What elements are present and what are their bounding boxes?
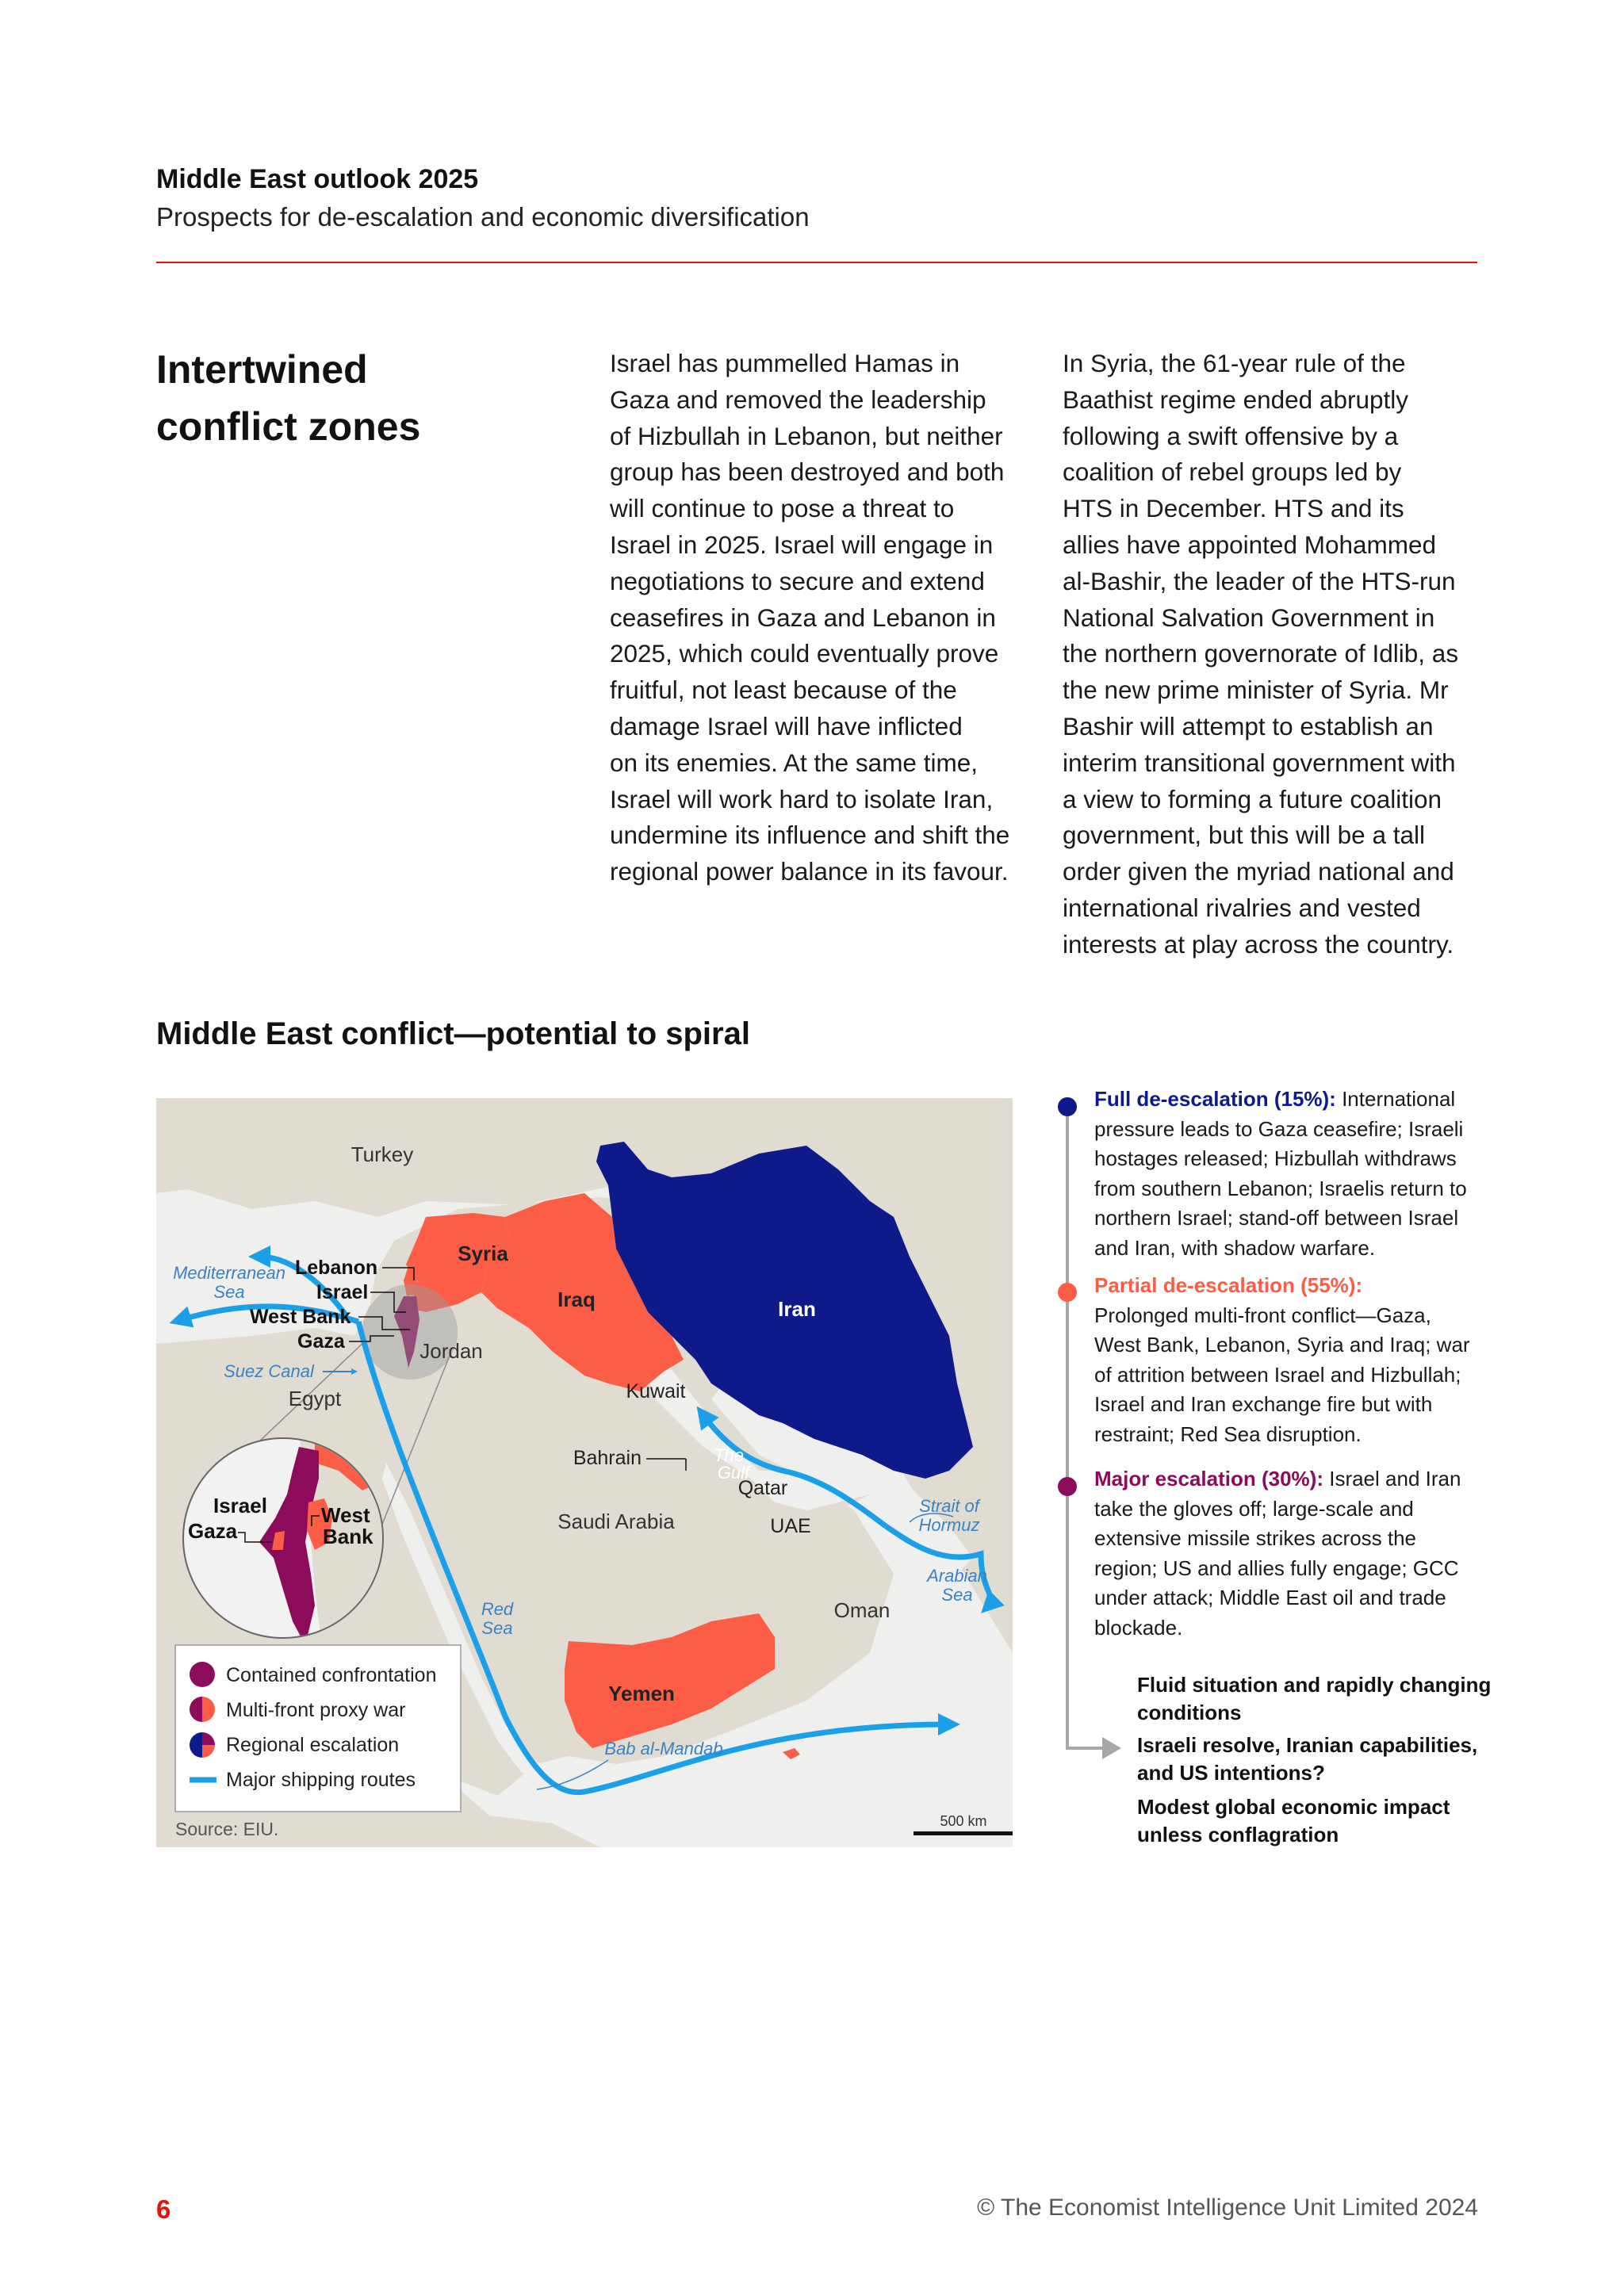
col2-line: In Syria, the 61-year rule of the [1063, 349, 1406, 377]
scale-bar [914, 1831, 1013, 1835]
col1-line: negotiations to secure and extend [610, 566, 985, 595]
timeline-elbow [1066, 1747, 1104, 1750]
map-source: Source: EIU. [175, 1819, 279, 1839]
scenario-timeline [1066, 1106, 1069, 1748]
col1-line: will continue to pose a threat to [610, 494, 955, 523]
note-fluid-situation: Fluid situation and rapidly changing conditions [1137, 1673, 1492, 1724]
col1-line: of Hizbullah in Lebanon, but neither [610, 421, 1003, 450]
label-mediterranean-2: Sea [213, 1282, 245, 1302]
label-yemen: Yemen [608, 1682, 675, 1705]
inset-label-israel: Israel [213, 1494, 267, 1517]
focus-circle [362, 1284, 458, 1380]
label-israel: Israel [316, 1281, 369, 1303]
col2-line: Bashir will attempt to establish an [1063, 711, 1434, 740]
col2-line: order given the myriad national and [1063, 857, 1454, 886]
label-arabian-1: Arabian [927, 1566, 987, 1586]
col1-line: group has been destroyed and both [610, 457, 1005, 487]
legend-label-multi-front: Multi-front proxy war [226, 1699, 406, 1721]
col2-line: interests at play across the country. [1063, 929, 1454, 959]
label-bab-al-mandab: Bab al-Mandab [604, 1739, 723, 1758]
scenario-full [1094, 1085, 1483, 1263]
label-jordan: Jordan [419, 1339, 483, 1363]
scenario-partial-title: Partial de-escalation (55%): [1094, 1273, 1363, 1297]
col1-line: Israel has pummelled Hamas in [610, 349, 960, 377]
col1-line: undermine its influence and shift the [610, 821, 1010, 850]
body-column-1 [610, 346, 1030, 890]
col1-line: regional power balance in its favour. [610, 857, 1009, 886]
col2-line: al-Bashir, the leader of the HTS-run [1063, 566, 1456, 595]
label-saudi-arabia: Saudi Arabia [557, 1510, 675, 1533]
legend-label-contained: Contained confrontation [226, 1664, 437, 1686]
legend-label-routes: Major shipping routes [226, 1769, 416, 1791]
label-red-sea-1: Red [481, 1599, 514, 1619]
col1-line: 2025, which could eventually prove [610, 639, 999, 668]
col1-line: Israel will work hard to isolate Iran, [610, 784, 994, 813]
body-column-2 [1063, 346, 1483, 963]
inset-label-west-1: West [321, 1503, 370, 1527]
copyright: © The Economist Intelligence Unit Limited 2024 [977, 2195, 1478, 2221]
col2-line: coalition of rebel groups led by [1063, 457, 1402, 487]
inset-label-west-2: Bank [323, 1525, 373, 1548]
scenario-full-text: International pressure leads to Gaza ceasefire; Israeli hostages released; Hizbullah withdraws from southern Lebanon; Israelis return to northern Israel; stand-off between Israel and Iran, with shadow warfare. [1094, 1087, 1467, 1260]
col2-line: Baathist regime ended abruptly [1063, 385, 1409, 414]
label-hormuz-1: Strait of [919, 1496, 979, 1516]
col2-line: the new prime minister of Syria. Mr [1063, 675, 1449, 705]
label-suez-canal: Suez Canal [224, 1361, 314, 1381]
timeline-arrow-icon [1102, 1737, 1121, 1759]
col2-line: HTS in December. HTS and its [1063, 494, 1404, 523]
legend-swatch-contained [190, 1662, 215, 1687]
scenario-partial-text: Prolonged multi-front conflict—Gaza, West Bank, Lebanon, Syria and Iraq; war of attrition between Israel and Hizbullah; Israel and Iran exchange fire but with restraint; Red Sea disruption. [1094, 1303, 1470, 1446]
section-heading [156, 341, 553, 455]
scenario-partial [1094, 1271, 1483, 1449]
label-arabian-2: Sea [941, 1585, 973, 1605]
scenario-dot-full [1058, 1097, 1077, 1116]
label-gaza: Gaza [297, 1330, 345, 1353]
col1-line: Gaza and removed the leadership [610, 385, 986, 414]
label-hormuz-2: Hormuz [918, 1515, 980, 1535]
label-egypt: Egypt [288, 1387, 342, 1410]
label-uae: UAE [770, 1515, 811, 1537]
label-west-bank: West Bank [250, 1306, 351, 1328]
scale-label: 500 km [940, 1813, 987, 1829]
middle-east-map [156, 1098, 1013, 1847]
col1-line: damage Israel will have inflicted [610, 711, 963, 740]
page-number: 6 [156, 2195, 171, 2224]
col2-line: following a swift offensive by a [1063, 421, 1399, 450]
scenario-major [1094, 1464, 1483, 1643]
label-oman: Oman [833, 1598, 891, 1622]
label-gulf-1: The [714, 1445, 744, 1465]
col2-line: the northern governorate of Idlib, as [1063, 639, 1459, 668]
label-bahrain: Bahrain [573, 1447, 642, 1469]
label-kuwait: Kuwait [626, 1380, 686, 1402]
label-mediterranean-1: Mediterranean [173, 1263, 285, 1283]
inset-label-gaza: Gaza [188, 1519, 238, 1543]
label-syria: Syria [458, 1242, 508, 1265]
scenario-full-title: Full de-escalation (15%): [1094, 1087, 1336, 1111]
report-title: Middle East outlook 2025 [156, 164, 479, 194]
header-rule [156, 262, 1477, 263]
col2-line: international rivalries and vested [1063, 893, 1421, 922]
col1-line: Israel in 2025. Israel will engage in [610, 530, 994, 559]
map-legend [175, 1645, 461, 1812]
label-iraq: Iraq [557, 1288, 596, 1311]
note-israeli-resolve: Israeli resolve, Iranian capabilities, and US intentions? [1137, 1733, 1478, 1785]
legend-label-regional: Regional escalation [226, 1734, 400, 1756]
label-red-sea-2: Sea [481, 1618, 513, 1638]
scenario-major-title: Major escalation (30%): [1094, 1467, 1323, 1490]
scenario-dot-partial [1058, 1283, 1077, 1302]
col2-line: allies have appointed Mohammed [1063, 530, 1437, 559]
report-subtitle: Prospects for de-escalation and economic diversification [156, 202, 810, 232]
note-economic-impact: Modest global economic impact unless conflagration [1137, 1795, 1450, 1846]
scenario-dot-major [1058, 1477, 1077, 1496]
figure-title: Middle East conflict—potential to spiral [156, 1016, 750, 1051]
label-lebanon: Lebanon [295, 1257, 378, 1279]
section-heading-line-2: conflict zones [156, 404, 421, 449]
section-heading-line-1: Intertwined [156, 347, 368, 392]
col2-line: government, but this will be a tall [1063, 821, 1425, 850]
col1-line: ceasefires in Gaza and Lebanon in [610, 603, 996, 632]
col1-line: fruitful, not least because of the [610, 675, 957, 705]
col2-line: National Salvation Government in [1063, 603, 1435, 632]
col2-line: interim transitional government with [1063, 748, 1456, 777]
col2-line: a view to forming a future coalition [1063, 784, 1442, 813]
label-turkey: Turkey [350, 1142, 414, 1166]
label-gulf-2: Gulf [717, 1463, 750, 1483]
scenario-major-text: Israel and Iran take the gloves off; large-scale and extensive missile strikes across the region; US and allies fully engage; GCC under attack; Middle East oil and trade blockade. [1094, 1467, 1461, 1640]
label-iran: Iran [778, 1297, 816, 1321]
col1-line: on its enemies. At the same time, [610, 748, 978, 777]
label-qatar: Qatar [737, 1477, 788, 1499]
